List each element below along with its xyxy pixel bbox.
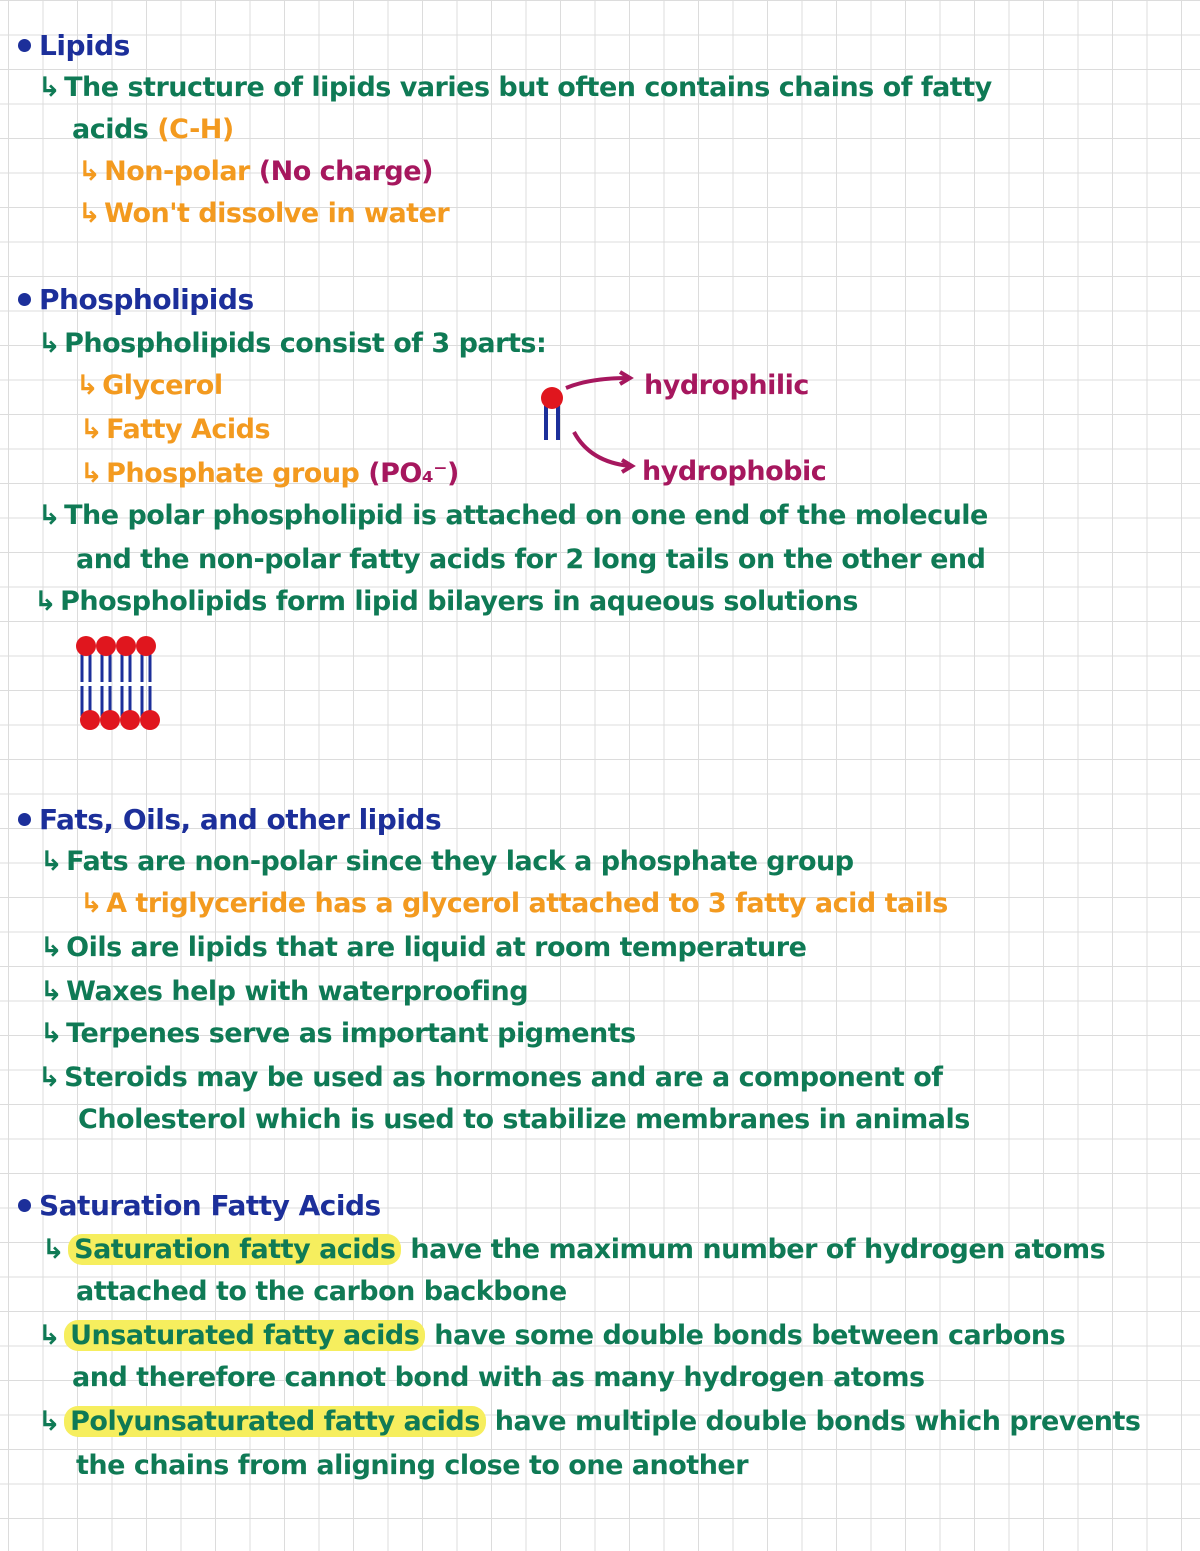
- highlight-term: Saturation fatty acids: [68, 1234, 401, 1265]
- heading-phospholipids: Phospholipids: [18, 284, 254, 316]
- arrow-icon: ↳: [80, 414, 103, 445]
- arrow-icon: ↳: [76, 370, 99, 401]
- saturation-line-5: ↳ Polyunsaturated fatty acids have multiple double bonds which prevents: [38, 1406, 1141, 1437]
- phosphate-head-icon: [80, 710, 100, 730]
- arrow-icon: ↳: [78, 156, 101, 187]
- bullet-icon: [18, 39, 31, 52]
- bullet-icon: [18, 813, 31, 826]
- arrow-icon: ↳: [40, 846, 63, 877]
- heading-lipids: Lipids: [18, 30, 130, 62]
- heading-saturation: Saturation Fatty Acids: [18, 1190, 381, 1222]
- highlight-term: Unsaturated fatty acids: [64, 1320, 425, 1351]
- phospholipids-part-phosphate: ↳ Phosphate group (PO₄⁻): [80, 458, 459, 489]
- label-hydrophobic: hydrophobic: [642, 456, 827, 487]
- bullet-icon: [18, 293, 31, 306]
- fats-line-6: ↳ Steroids may be used as hormones and are a component of: [38, 1062, 943, 1093]
- lipids-line-4: ↳ Won't dissolve in water: [78, 198, 450, 229]
- arrow-icon: ↳: [34, 586, 57, 617]
- phosphate-head-icon: [116, 636, 136, 656]
- phosphate-head-icon: [120, 710, 140, 730]
- arrow-icon: ↳: [40, 932, 63, 963]
- phospholipids-part-fatty-acids: ↳ Fatty Acids: [80, 414, 271, 445]
- bullet-icon: [18, 1199, 31, 1212]
- highlight-term: Polyunsaturated fatty acids: [64, 1406, 486, 1437]
- phospholipids-line-6: and the non-polar fatty acids for 2 long tails on the other end: [76, 544, 986, 575]
- phosphate-head-icon: [76, 636, 96, 656]
- arrow-icon: ↳: [38, 328, 61, 359]
- heading-fats-oils: Fats, Oils, and other lipids: [18, 804, 441, 836]
- fats-line-2: ↳ A triglyceride has a glycerol attached to 3 fatty acid tails: [80, 888, 948, 919]
- arrow-icon: ↳: [38, 1320, 61, 1351]
- arrow-icon: ↳: [38, 72, 61, 103]
- arrow-icon: ↳: [78, 198, 101, 229]
- lipid-bilayer-diagram: [72, 634, 182, 734]
- phospholipids-line-7: ↳ Phospholipids form lipid bilayers in aqueous solutions: [34, 586, 858, 617]
- phospholipids-line-1: ↳ Phospholipids consist of 3 parts:: [38, 328, 547, 359]
- fats-line-3: ↳ Oils are lipids that are liquid at room temperature: [40, 932, 807, 963]
- phosphate-head-icon: [140, 710, 160, 730]
- phosphate-head-icon: [100, 710, 120, 730]
- fats-line-5: ↳ Terpenes serve as important pigments: [40, 1018, 636, 1049]
- arrow-hydrophilic: [566, 378, 628, 388]
- arrow-icon: ↳: [38, 1406, 61, 1437]
- arrow-icon: ↳: [80, 458, 103, 489]
- arrow-icon: ↳: [42, 1234, 65, 1265]
- arrow-icon: ↳: [40, 976, 63, 1007]
- phosphate-head-icon: [541, 387, 563, 409]
- lipids-line-3: ↳ Non-polar (No charge): [78, 156, 433, 187]
- fats-line-7: Cholesterol which is used to stabilize membranes in animals: [78, 1104, 970, 1135]
- fats-line-4: ↳ Waxes help with waterproofing: [40, 976, 529, 1007]
- saturation-line-3: ↳ Unsaturated fatty acids have some double bonds between carbons: [38, 1320, 1066, 1351]
- saturation-line-2: attached to the carbon backbone: [76, 1276, 567, 1307]
- arrow-icon: ↳: [38, 500, 61, 531]
- saturation-line-4: and therefore cannot bond with as many hydrogen atoms: [72, 1362, 925, 1393]
- arrow-icon: ↳: [38, 1062, 61, 1093]
- lipids-line-1: ↳ The structure of lipids varies but often contains chains of fatty: [38, 72, 992, 103]
- phospholipids-line-5: ↳ The polar phospholipid is attached on one end of the molecule: [38, 500, 988, 531]
- phosphate-head-icon: [136, 636, 156, 656]
- arrow-icon: ↳: [40, 1018, 63, 1049]
- saturation-line-6: the chains from aligning close to one another: [76, 1450, 749, 1481]
- saturation-line-1: ↳ Saturation fatty acids have the maximum number of hydrogen atoms: [42, 1234, 1106, 1265]
- label-hydrophilic: hydrophilic: [644, 370, 809, 401]
- phosphate-head-icon: [96, 636, 116, 656]
- lipids-line-2: acids (C-H): [72, 114, 234, 145]
- fats-line-1: ↳ Fats are non-polar since they lack a phosphate group: [40, 846, 854, 877]
- phospholipids-part-glycerol: ↳ Glycerol: [76, 370, 223, 401]
- arrow-icon: ↳: [80, 888, 103, 919]
